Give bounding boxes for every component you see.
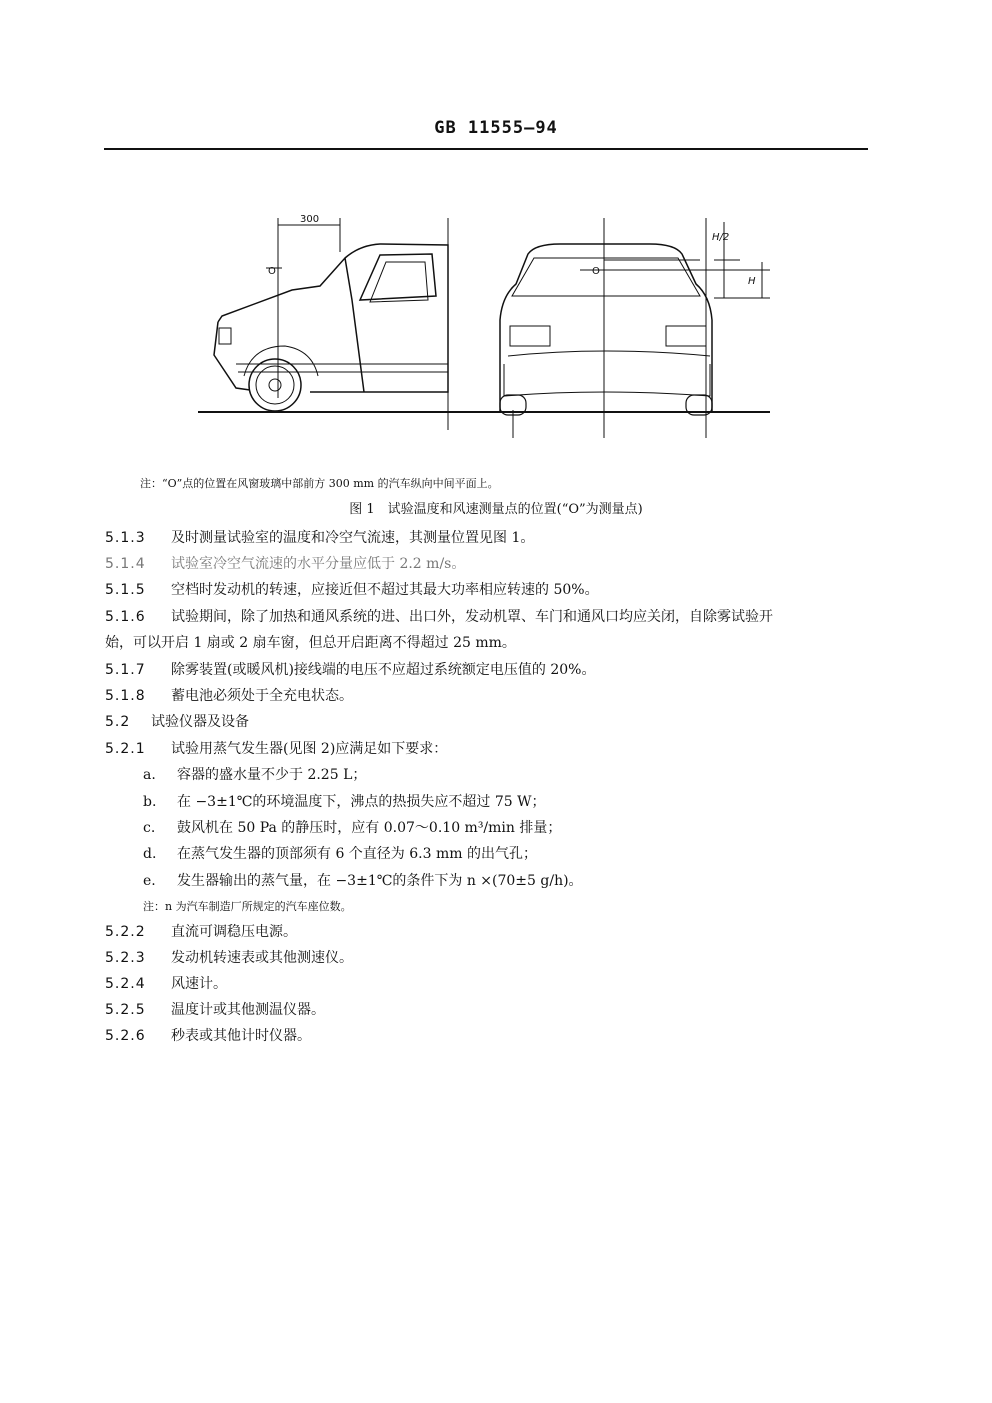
dim-300-label: 300 <box>300 214 320 225</box>
requirement-d: d. 在蒸气发生器的顶部须有 6 个直径为 6.3 mm 的出气孔； <box>143 846 537 862</box>
requirements-note: 注：n 为汽车制造厂所规定的汽车座位数。 <box>143 900 352 913</box>
paragraph-5-1-6: 5.1.6 试验期间，除了加热和通风系统的进、出口外，发动机罩、车门和通风口均应关闭，自除雾试验开 <box>105 609 773 625</box>
paragraph-5-1-4: 5.1.4 试验室冷空气流速的水平分量应低于 2.2 m/s。 <box>105 556 466 572</box>
standard-number-header: GB 11555—94 <box>434 118 558 138</box>
paragraph-5-2-2: 5.2.2 直流可调稳压电源。 <box>105 924 297 940</box>
paragraph-5-2-5: 5.2.5 温度计或其他测温仪器。 <box>105 1002 325 1018</box>
h-label: H <box>748 276 756 287</box>
side-view-car <box>214 218 448 430</box>
paragraph-5-2-6: 5.2.6 秒表或其他计时仪器。 <box>105 1028 311 1044</box>
figure-caption: 图 1 试验温度和风速测量点的位置(“O”为测量点) <box>349 502 643 517</box>
paragraph-5-1-6-continued: 始，可以开启 1 扇或 2 扇车窗，但总开启距离不得超过 25 mm。 <box>105 635 516 651</box>
requirement-b: b. 在 −3±1℃的环境温度下，沸点的热损失应不超过 75 W； <box>143 794 546 810</box>
header-rule <box>104 148 868 150</box>
point-o-side-label: O <box>268 266 276 277</box>
front-view-car <box>500 218 770 438</box>
figure-1-diagram <box>190 205 770 445</box>
section-5-2-heading: 5.2 试验仪器及设备 <box>105 714 249 730</box>
paragraph-5-1-5: 5.1.5 空档时发动机的转速，应接近但不超过其最大功率相应转速的 50%。 <box>105 582 599 598</box>
dimension-labels <box>268 214 756 287</box>
point-o-front-label: O <box>592 266 600 277</box>
requirement-e: e. 发生器输出的蒸气量，在 −3±1℃的条件下为 n ×(70±5 g/h)。 <box>143 873 583 889</box>
figure-note: 注：“O”点的位置在风窗玻璃中部前方 300 mm 的汽车纵向中间平面上。 <box>140 477 499 490</box>
paragraph-5-2-1: 5.2.1 试验用蒸气发生器(见图 2)应满足如下要求： <box>105 741 448 757</box>
paragraph-5-1-3: 5.1.3 及时测量试验室的温度和冷空气流速，其测量位置见图 1。 <box>105 530 535 546</box>
paragraph-5-2-4: 5.2.4 风速计。 <box>105 976 227 992</box>
paragraph-5-1-7: 5.1.7 除雾装置(或暖风机)接线端的电压不应超过系统额定电压值的 20%。 <box>105 662 596 678</box>
paragraph-5-2-3: 5.2.3 发动机转速表或其他测速仪。 <box>105 950 353 966</box>
requirement-c: c. 鼓风机在 50 Pa 的静压时，应有 0.07～0.10 m³/min 排量； <box>143 820 562 836</box>
paragraph-5-1-8: 5.1.8 蓄电池必须处于全充电状态。 <box>105 688 353 704</box>
h-half-label: H/2 <box>712 232 730 243</box>
requirement-a: a. 容器的盛水量不少于 2.25 L； <box>143 767 367 783</box>
